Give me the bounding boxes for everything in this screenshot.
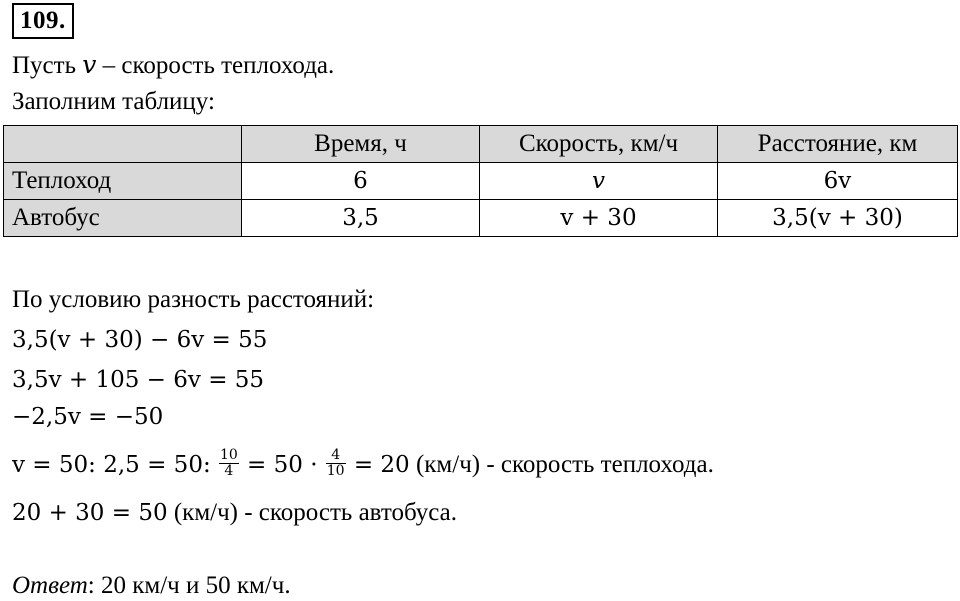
table-header-cell: Скорость, км/ч bbox=[480, 126, 718, 163]
table-cell-time: 6 bbox=[242, 163, 480, 200]
intro-let-var: v bbox=[82, 50, 97, 79]
fraction-ten-quarters bbox=[219, 448, 239, 479]
equation-2: 3,5v + 105 − 6v = 55 bbox=[12, 367, 265, 393]
row-label: Теплоход bbox=[4, 163, 242, 200]
row-label: Автобус bbox=[4, 200, 242, 237]
intro-fill-table: Заполним таблицу: bbox=[12, 88, 215, 115]
table-cell-distance: 3,5(v + 30) bbox=[718, 200, 958, 237]
problem-number: 109. bbox=[12, 3, 74, 39]
solution-condition: По условию разность расстояний: bbox=[12, 286, 375, 313]
intro-let-line bbox=[12, 50, 334, 81]
equation-4-part-a: v = 50: 2,5 = 50: bbox=[12, 452, 211, 478]
fraction-numerator: 4 bbox=[326, 448, 346, 464]
equation-4-text: (км/ч) - скорость теплохода. bbox=[415, 451, 714, 478]
fraction-numerator: 10 bbox=[219, 446, 238, 463]
table-header-cell bbox=[4, 126, 242, 163]
equation-5-text: (км/ч) - скорость автобуса. bbox=[173, 499, 457, 526]
table-cell-speed: v bbox=[480, 163, 718, 200]
fraction-four-tenths bbox=[326, 448, 346, 479]
equation-4-line bbox=[12, 446, 714, 482]
data-table bbox=[3, 125, 958, 237]
fraction-denominator: 10 bbox=[326, 462, 345, 479]
table-cell-distance: 6v bbox=[718, 163, 958, 200]
table-header-cell: Время, ч bbox=[242, 126, 480, 163]
equation-5-line bbox=[12, 498, 457, 528]
equation-4-part-c: = 20 bbox=[353, 452, 410, 478]
table-row bbox=[4, 200, 958, 237]
table-header-row bbox=[4, 126, 958, 163]
intro-let-suffix: – скорость теплохода. bbox=[102, 52, 335, 79]
answer-line bbox=[12, 571, 291, 601]
answer-text: : 20 км/ч и 50 км/ч. bbox=[87, 572, 291, 599]
equation-5-math: 20 + 30 = 50 bbox=[12, 500, 168, 526]
fraction-denominator: 4 bbox=[224, 462, 234, 479]
answer-label: Ответ bbox=[12, 572, 88, 599]
table-row bbox=[4, 163, 958, 200]
equation-1: 3,5(v + 30) − 6v = 55 bbox=[12, 327, 268, 353]
equation-4-part-b: = 50 · bbox=[247, 452, 318, 478]
table-cell-speed: v + 30 bbox=[480, 200, 718, 237]
intro-let-prefix: Пусть bbox=[12, 52, 76, 79]
equation-3: −2,5v = −50 bbox=[12, 404, 164, 430]
table-cell-time: 3,5 bbox=[242, 200, 480, 237]
table-header-cell: Расстояние, км bbox=[718, 126, 958, 163]
